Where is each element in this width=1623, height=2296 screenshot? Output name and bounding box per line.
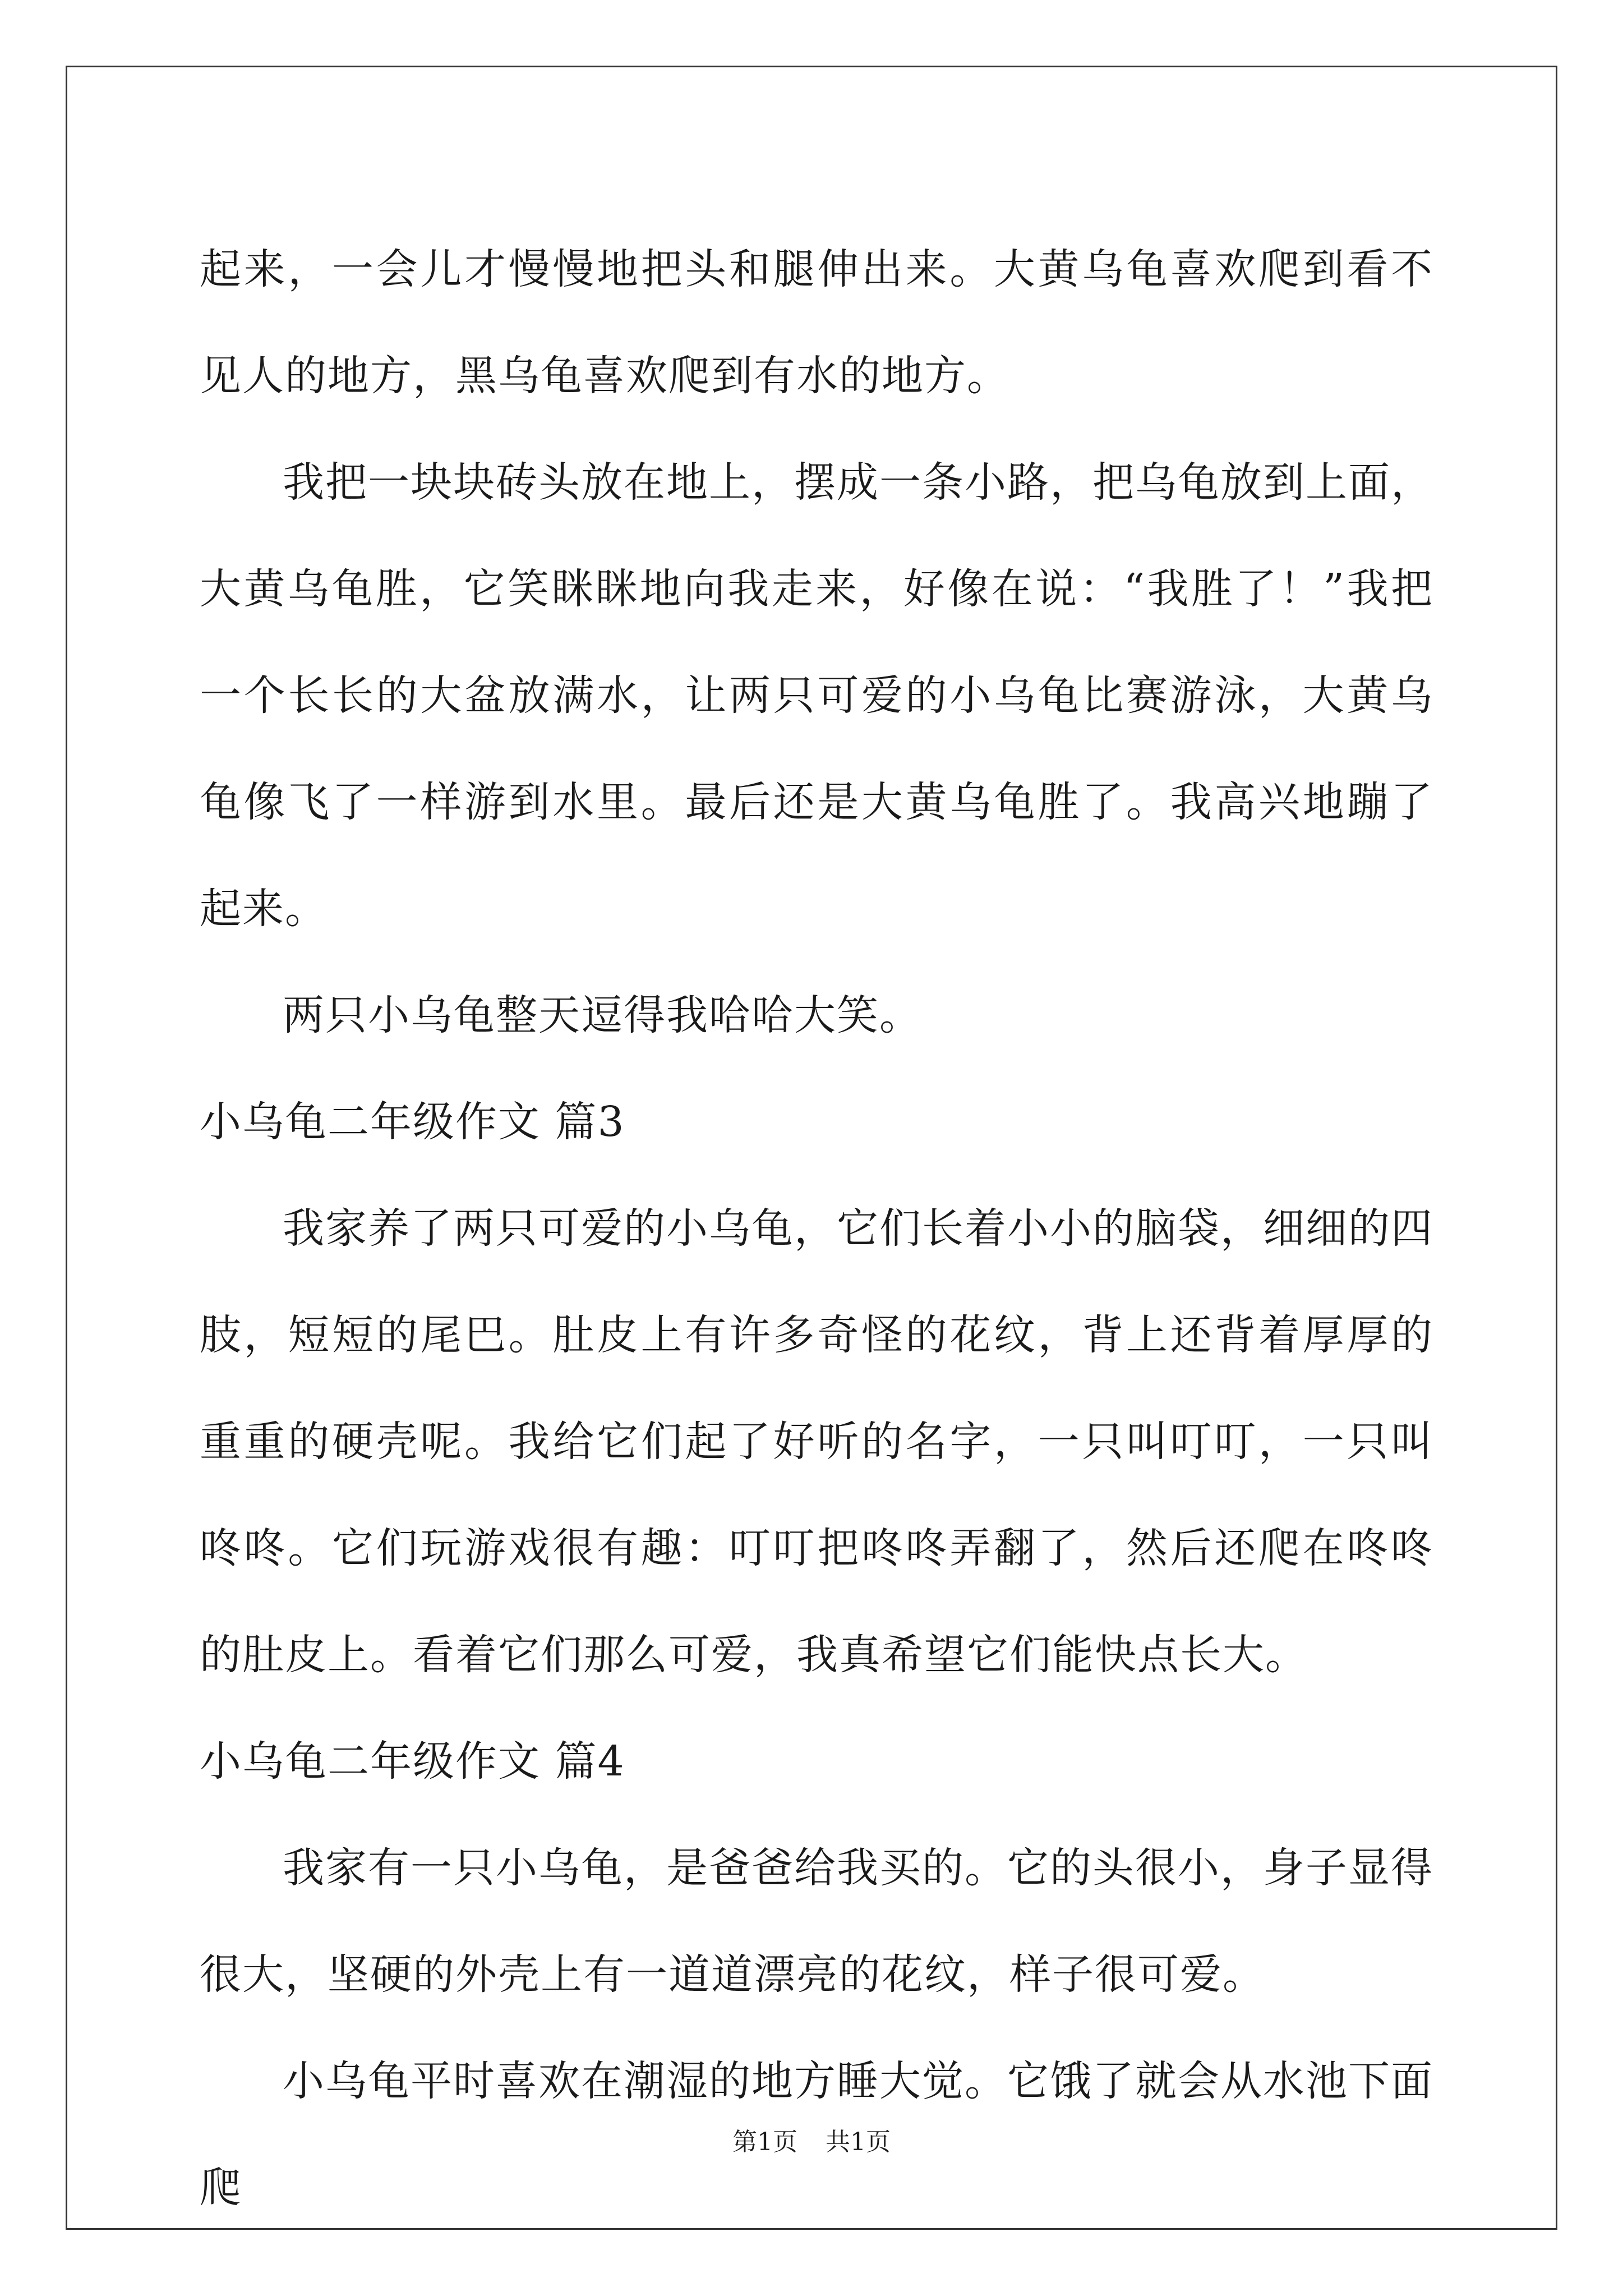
document-body xyxy=(200,216,1433,2241)
section-heading-4: 小乌龟二年级作文 篇4 xyxy=(200,1737,625,1786)
paragraph-6: 小乌龟平时喜欢在潮湿的地方睡大觉。它饿了就会从水池下面爬 xyxy=(200,2057,1433,2212)
page-number: 第1页 xyxy=(732,2128,797,2156)
paragraph-4: 我家养了两只可爱的小乌龟，它们长着小小的脑袋，细细的四肢，短短的尾巴。肚皮上有许多奇怪的花纹，背上还背着厚厚的重重的硬壳呢。我给它们起了好听的名字，一只叫叮叮，一只叫咚咚。它们玩游戏很有趣：叮叮把咚咚弄翻了，然后还爬在咚咚的肚皮上。看着它们那么可爱，我真希望它们能快点长大。 xyxy=(200,1204,1433,1679)
paragraph-2: 我把一块块砖头放在地上，摆成一条小路，把乌龟放到上面，大黄乌龟胜，它笑眯眯地向我走来，好像在说：“我胜了！”我把一个长长的大盆放满水，让两只可爱的小乌龟比赛游泳，大黄乌龟像飞了一样游到水里。最后还是大黄乌龟胜了。我高兴地蹦了起来。 xyxy=(200,458,1433,933)
paragraph-3: 两只小乌龟整天逗得我哈哈大笑。 xyxy=(283,991,922,1039)
page-total: 共1页 xyxy=(826,2128,891,2156)
page-footer xyxy=(0,2122,1623,2157)
paragraph-1: 起来，一会儿才慢慢地把头和腿伸出来。大黄乌龟喜欢爬到看不见人的地方，黑乌龟喜欢爬到有水的地方。 xyxy=(200,245,1433,400)
paragraph-5: 我家有一只小乌龟，是爸爸给我买的。它的头很小，身子显得很大，坚硬的外壳上有一道道漂亮的花纹，样子很可爱。 xyxy=(200,1844,1433,1999)
section-heading-3: 小乌龟二年级作文 篇3 xyxy=(200,1098,625,1146)
